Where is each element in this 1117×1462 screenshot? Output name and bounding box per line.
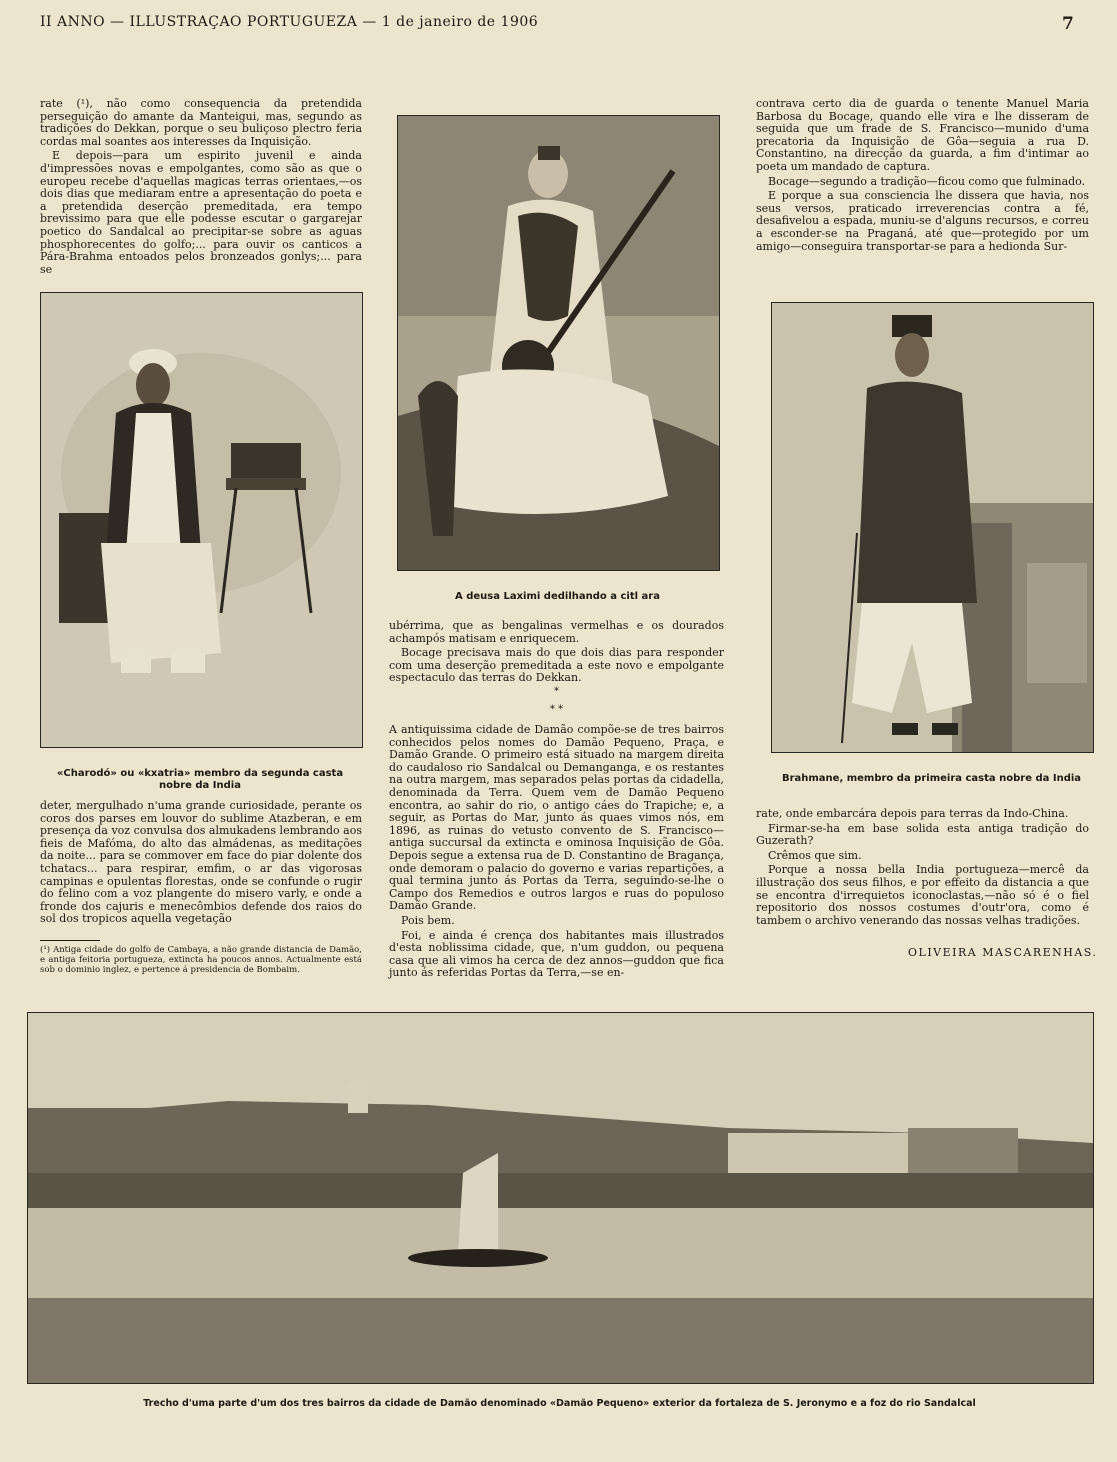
photo-charodo-man	[40, 292, 363, 748]
paragraph: Foi, e ainda é crença dos habitantes mais illustrados d'esta noblissima cidade, que, n'um guddon, ou pequena casa que ali vimos ha cerca de dez annos—guddon que fica junto ás referidas Portas da Terra,—se en-	[389, 928, 724, 980]
paragraph: deter, mergulhado n'uma grande curiosidade, perante os coros dos parses em louvor do sublime Atazberan, e em presença da voz convulsa dos almukadens lembrando aos fieis de Mafóma, do alto das almádenas, as meditações da noite... para se commover em face do piar dolente dos tchatacs... para respirar, emfim, o ar das vigorosas campinas e opulentas florestas, onde se confunde o rugir do felino com a voz plangente do misero varly, e onde a fronde dos cajuris e menecômbios defende dos raios do sol dos tropicos aquella vegetação	[40, 799, 362, 926]
paragraph: contrava certo dia de guarda o tenente Manuel Maria Barbosa du Bocage, quando elle vira e lhe disseram de seguida que um frade de S. Francisco—munido d'uma precatoria da Inquisição de Gôa—seguia a rua D. Constantino, na direcção da guarda, a fim d'intimar ao poeta um mandado de captura.	[756, 97, 1089, 173]
section-stars-bottom: * *	[549, 704, 564, 715]
right-column-bottom-text	[756, 808, 1089, 929]
paragraph: ubérrima, que as bengalinas vermelhas e os dourados achampós matisam e enriquecem.	[389, 619, 724, 645]
paragraph: Crêmos que sim.	[768, 848, 862, 862]
photo-brahmane-man	[771, 302, 1094, 753]
running-header: II ANNO — ILLUSTRAÇAO PORTUGUEZA — 1 de janeiro de 1906	[40, 14, 539, 30]
section-stars-top: *	[554, 686, 559, 697]
paragraph: Bocage precisava mais do que dois dias para responder com uma deserção premeditada a este novo e empolgante espectaculo das terras do Dekkan.	[389, 646, 724, 685]
paragraph: E depois—para um espirito juvenil e ainda d'impressões novas e empolgantes, como são as que o europeu recebe d'aquellas magicas terras orientaes,—os dois dias que mediaram entre a apresentação do poeta e a pretendida deserção premeditada, era tempo brevissimo para que elle podesse escutar o gargarejar poetico do Sandalcal ao precipitar-se sobre as aguas phosphorecentes do golfo;... para ouvir os canticos a Pára-Brahma entoados pelos bronzeados gonlys;... para se	[40, 149, 362, 276]
caption-left-photo: «Charodó» ou «kxatria» membro da segunda casta nobre da India	[56, 768, 344, 791]
paragraph: Porque a nossa bella India portugueza—mercê da illustração dos seus filhos, e por effeito da distancia a que se encontra d'irrequietos iconoclastas,—não só é o fiel repositorio dos nossos costumes d'outr'ora, como é tambem o archivo venerando das nossas velhas tradições.	[756, 863, 1089, 927]
caption-bottom-photo: Trecho d'uma parte d'um dos tres bairros da cidade de Damão denominado «Damão Pequeno» exterior da fortaleza de S. Jeronymo e a foz do rio Sandalcal	[143, 1398, 976, 1409]
paragraph: A antiquissima cidade de Damão compõe-se de tres bairros conhecidos pelos nomes do Damão Pequeno, Praça, e Damão Grande. O primeiro está situado na margem direita do caudaloso rio Sandalcal ou Demanganga, e os restantes na outra margem, mas separados pelas portas da cidadella, denominada da Terra. Quem vem de Damão Pequeno encontra, ao sahir do rio, o antigo cáes do Trapiche; e, a seguir, as Portas do Mar, junto ás quaes vimos nós, em 1896, as ruinas do vetusto convento de S. Francisco—antiga succursal da extincta e ominosa Inquisição de Gôa. Depois segue a extensa rua de D. Constantino de Bragança, onde demoram o palacio do governo e varias repartições, a qual termina junto ás Portas da Terra, seguindo-se-lhe o Campo dos Remedios e outros largos e ruas do populoso Damão Grande.	[389, 723, 724, 913]
center-column-text-top	[389, 620, 724, 687]
right-column-top-text	[756, 98, 1089, 255]
paragraph: rate, onde embarcára depois para terras da Indo-China.	[756, 807, 1069, 820]
left-column-bottom-text	[40, 800, 362, 928]
caption-center-photo: A deusa Laximi dedilhando a citl ara	[455, 591, 660, 602]
center-column-text-bottom	[389, 724, 724, 982]
paragraph: Bocage—segundo a tradição—ficou como que fulminado.	[768, 174, 1086, 188]
footnote: (¹) Antiga cidade do golfo de Cambaya, a não grande distancia de Damão, e antiga feitoria portugueza, extincta ha poucos annos. Actualmente está sob o dominio inglez, e pertence á presidencia de Bombaim.	[40, 945, 362, 975]
photo-goddess-laximi	[397, 115, 720, 571]
paragraph: Firmar-se-ha em base solida esta antiga tradição do Guzerath?	[756, 821, 1089, 848]
photo-damao-pequeno-panorama	[27, 1012, 1094, 1384]
left-column-top-text	[40, 98, 362, 278]
paragraph: rate (¹), não como consequencia da pretendida perseguição do amante da Manteigui, mas, segundo as tradições do Dekkan, porque o seu buliçoso plectro feria cordas mal soantes aos interesses da Inquisição.	[40, 97, 362, 148]
author-signature: OLIVEIRA MASCARENHAS.	[908, 946, 1098, 959]
footnote-rule	[40, 940, 100, 941]
page-number: 7	[1062, 14, 1074, 34]
caption-right-photo: Brahmane, membro da primeira casta nobre da India	[781, 773, 1082, 784]
paragraph: Pois bem.	[401, 913, 455, 927]
paragraph: E porque a sua consciencia lhe dissera que havia, nos seus versos, praticado irreverencias contra a fé, desafivelou a espada, muniu-se d'alguns recursos, e correu a esconder-se na Praganá, até que—protegido por um amigo—conseguira transportar-se para a hedionda Sur-	[756, 189, 1089, 253]
